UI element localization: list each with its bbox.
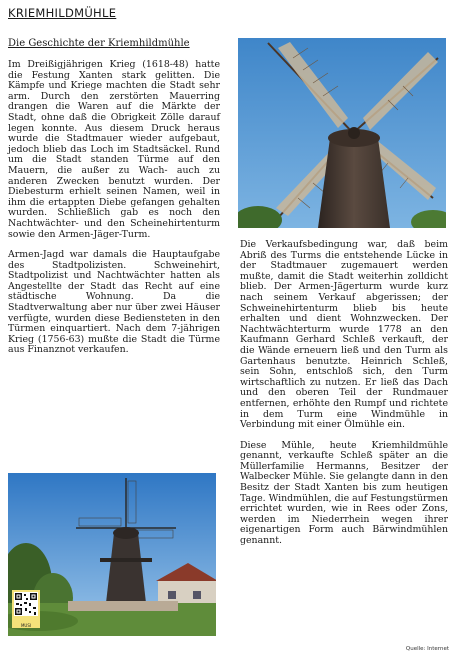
qr-label: MUSI <box>20 623 32 628</box>
page-subtitle: Die Geschichte der Kriemhildmühle <box>8 38 190 49</box>
right-text-column <box>240 240 448 557</box>
left-text-column <box>8 60 220 366</box>
paragraph: Armen-Jagd war damals die Hauptaufgabe des Stadtpolizisten. Schweinehirt, Stadtpolizist und Nachtwächter hatten als Angestellte der Stadt das Recht auf eine städtische Wohnung. Da die Stadtverwaltung aber nur über zwei Häuser verfügte, wurden diese Bediensteten in den Türmen einquartiert. Nach dem 7-jährigen Krieg (1756-63) mußte die Stadt die Türme aus Finanznot verkaufen. <box>8 249 220 356</box>
source-note: Quelle: Internet <box>405 646 449 652</box>
paragraph: Diese Mühle, heute Kriemhildmühle genannt, verkaufte Schleß später an die Müllerfamilie Hermanns, Besitzer der Walbecker Mühle. Sie gelangte dann in den Besitz der Stadt Xanten bis zum heutigen Tage. Windmühlen, die auf Festungstürmen errichtet wurden, wie in Rees oder Zons, werden im Niederrhein wegen ihrer eigenartigen Form auch Bärwindmühlen genannt. <box>240 439 449 547</box>
paragraph: Im Dreißigjährigen Krieg (1618-48) hatte die Festung Xanten stark gelitten. Die Kämpfe und Kriege machten die Stadt sehr arm. Durch den zerstörten Mauerring drangen die Waren auf die Märkte der Stadt, ohne daß die Obrigkeit Zölle darauf legen konnte. Aus diesem Druck heraus wurde die Stadtmauer wieder aufgebaut, jedoch blieb das Loch im Stadtsäckel. Rund um die Stadt standen Türme auf den Mauern, die außer zu Wach- auch zu anderen Zwecken benutzt wurden. Der Diebesturm erhielt seinen Namen, weil in ihm die ertappten Diebe gefangen gehalten wurden. Schließlich gab es noch den Nachtwächter- und den Scheinehirtenturm sowie den Armen-Jäger-Turm. <box>8 59 220 240</box>
windmill-closeup-photo <box>238 38 446 228</box>
paragraph: Die Verkaufsbedingung war, daß beim Abriß des Turms die entstehende Lücke in der Stadtmauer zugemauert werden mußte, damit die Stadt weiterhin zolldicht blieb. Der Armen-Jägerturm wurde kurz nach seinem Verkauf abgerissen; der Schweinehirtenturm blieb bis heute erhalten und dient Wohnzwecken. Der Nachtwächterturm wurde 1778 an den Kaufmann Gerhard Schleß verkauft, der die Wände erneuern ließ und den Turm als Gartenhaus benutzte. Heinrich Schleß, sein Sohn, entschloß sich, den Turm wirtschaftlich zu nutzen. Er ließ das Dach und den oberen Teil der Rundmauer entfernen, erhöhte den Rumpf und richtete in dem Turm eine Windmühle in Verbindung mit einer Ölmühle ein. <box>240 239 448 431</box>
page-title: KRIEMHILDMÜHLE <box>8 6 117 20</box>
qr-code[interactable] <box>12 590 40 628</box>
